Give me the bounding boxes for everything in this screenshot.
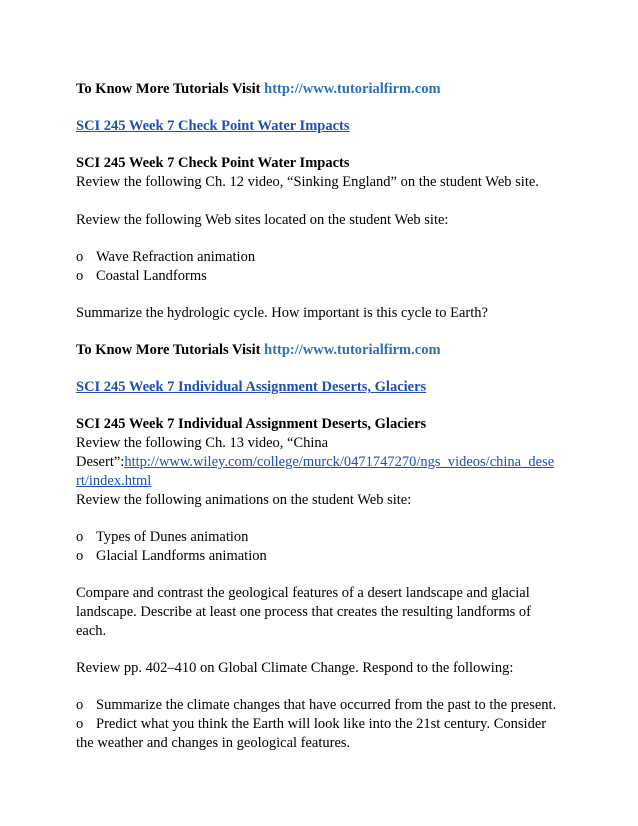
- list-item: [76, 248, 255, 267]
- list-item: [76, 267, 207, 286]
- bullet-marker: o: [76, 249, 84, 265]
- bullet-marker: o: [76, 697, 84, 713]
- compare-line: each.: [76, 623, 107, 639]
- video-label: Desert”:: [76, 454, 125, 470]
- list-item-text: Coastal Landforms: [96, 268, 207, 284]
- bullet-marker: o: [76, 529, 84, 545]
- list-item: [76, 547, 267, 566]
- promo-prefix: To Know More Tutorials Visit: [76, 342, 261, 358]
- list-item-continuation: the weather and changes in geological features.: [76, 735, 351, 751]
- section1-heading: SCI 245 Week 7 Check Point Water Impacts: [76, 155, 350, 171]
- list-item-text: Wave Refraction animation: [96, 249, 256, 265]
- section1-question: Summarize the hydrologic cycle. How important is this cycle to Earth?: [76, 305, 488, 321]
- list-item-text: Predict what you think the Earth will look like into the 21st century. Consider: [96, 716, 547, 732]
- bullet-marker: o: [76, 548, 84, 564]
- list-item: [76, 715, 546, 734]
- section2-review-video: Review the following Ch. 13 video, “China: [76, 435, 329, 451]
- section2-video-line: [76, 453, 554, 472]
- promo-url-link[interactable]: http://www.tutorialfirm.com: [264, 342, 441, 358]
- list-item: [76, 528, 248, 547]
- promo-line: [76, 80, 441, 99]
- promo-url-link[interactable]: http://www.tutorialfirm.com: [264, 81, 441, 97]
- list-item: [76, 696, 556, 715]
- list-item-text: Types of Dunes animation: [96, 529, 249, 545]
- bullet-marker: o: [76, 716, 84, 732]
- section2-title-link[interactable]: SCI 245 Week 7 Individual Assignment Deserts, Glaciers: [76, 379, 427, 395]
- section2-heading: SCI 245 Week 7 Individual Assignment Deserts, Glaciers: [76, 416, 427, 432]
- section2-video-url-continued: [76, 472, 151, 491]
- section2-review-animations: Review the following animations on the student Web site:: [76, 492, 412, 508]
- list-item-text: Summarize the climate changes that have occurred from the past to the present.: [96, 697, 557, 713]
- section1-title-link[interactable]: SCI 245 Week 7 Check Point Water Impacts: [76, 118, 350, 134]
- compare-line: Compare and contrast the geological features of a desert landscape and glacial: [76, 585, 530, 601]
- section1-review-websites: Review the following Web sites located on the student Web site:: [76, 212, 449, 228]
- list-item-text: Glacial Landforms animation: [96, 548, 267, 564]
- video-url-link[interactable]: http://www.wiley.com/college/murck/0471747270/ngs_videos/china_dese: [124, 454, 555, 470]
- video-url-link-continued[interactable]: rt/index.html: [76, 473, 152, 489]
- section1-review-video: Review the following Ch. 12 video, “Sinking England” on the student Web site.: [76, 174, 539, 190]
- bullet-marker: o: [76, 268, 84, 284]
- promo-line: [76, 341, 441, 360]
- promo-prefix: To Know More Tutorials Visit: [76, 81, 261, 97]
- review-pages-line: Review pp. 402–410 on Global Climate Change. Respond to the following:: [76, 660, 514, 676]
- compare-line: landscape. Describe at least one process that creates the resulting landforms of: [76, 604, 531, 620]
